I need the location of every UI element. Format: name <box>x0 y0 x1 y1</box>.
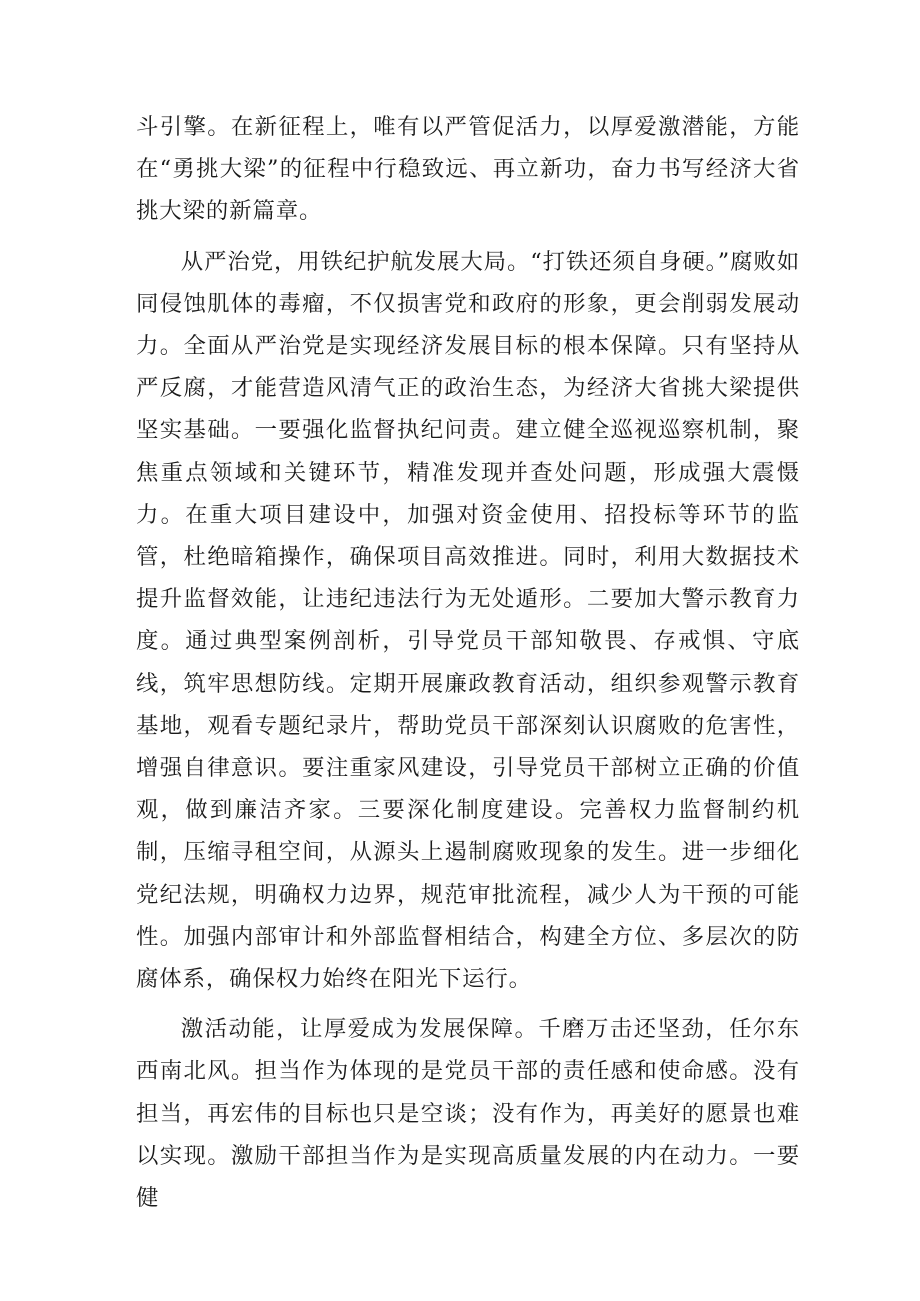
document-body <box>136 106 800 1219</box>
paragraph-continuation: 斗引擎。在新征程上，唯有以严管促活力，以厚爱激潜能，方能在“勇挑大梁”的征程中行稳致远、再立新功，奋力书写经济大省挑大梁的新篇章。 <box>136 114 800 225</box>
paragraph-strict-governance: 从严治党，用铁纪护航发展大局。“打铁还须自身硬。”腐败如同侵蚀肌体的毒瘤，不仅损害党和政府的形象，更会削弱发展动力。全面从严治党是实现经济发展目标的根本保障。只有坚持从严反腐，才能营造风清气正的政治生态，为经济大省挑大梁提供坚实基础。一要强化监督执纪问责。建立健全巡视巡察机制，聚焦重点领域和关键环节，精准发现并查处问题，形成强大震慑力。在重大项目建设中，加强对资金使用、招投标等环节的监管，杜绝暗箱操作，确保项目高效推进。同时，利用大数据技术提升监督效能，让违纪违法行为无处遁形。二要加大警示教育力度。通过典型案例剖析，引导党员干部知敬畏、存戒惧、守底线，筑牢思想防线。定期开展廉政教育活动，组织参观警示教育基地，观看专题纪录片，帮助党员干部深刻认识腐败的危害性，增强自律意识。要注重家风建设，引导党员干部树立正确的价值观，做到廉洁齐家。三要深化制度建设。完善权力监督制约机制，压缩寻租空间，从源头上遏制腐败现象的发生。进一步细化党纪法规，明确权力边界，规范审批流程，减少人为干预的可能性。加强内部审计和外部监督相结合，构建全方位、多层次的防腐体系，确保权力始终在阳光下运行。 <box>136 248 800 993</box>
paragraph-motivation: 激活动能，让厚爱成为发展保障。千磨万击还坚劲，任尔东西南北风。担当作为体现的是党员干部的责任感和使命感。没有担当，再宏伟的目标也只是空谈；没有作为，再美好的愿景也难以实现。激励干部担当作为是实现高质量发展的内在动力。一要健 <box>136 1016 800 1212</box>
